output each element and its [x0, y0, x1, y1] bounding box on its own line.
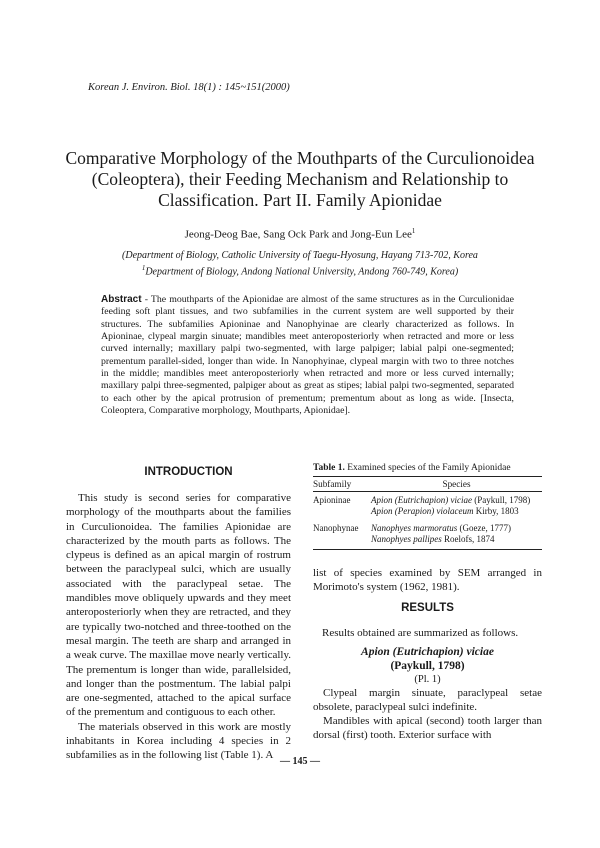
intro-paragraph-2: The materials observed in this work are mostly inhabitants in Korea including 4 species in 2 subfamilies as in the following list (Table 1). A	[66, 720, 291, 762]
species-name: Apion (Perapion) violaceum	[371, 506, 474, 516]
affiliation-2: Department of Biology, Andong National University, Andong 760-749, Korea)	[145, 266, 459, 278]
species-table	[313, 476, 542, 550]
subfamily-cell: Nanophynae	[313, 517, 371, 550]
journal-citation: Korean J. Environ. Biol. 18(1) : 145~151(2000)	[88, 82, 290, 93]
introduction-heading: INTRODUCTION	[144, 466, 233, 478]
species-name: Apion (Eutrichapion) viciae	[371, 495, 472, 505]
species-author: (Paykull, 1798)	[471, 495, 531, 505]
species-author: Roelofs, 1874	[441, 534, 495, 544]
species-author: (Goeze, 1777)	[457, 523, 511, 533]
table-row	[313, 517, 542, 550]
col-header-species: Species	[371, 477, 542, 492]
affiliation-1: (Department of Biology, Catholic University of Taegu-Hyosung, Hayang 713-702, Korea	[122, 250, 478, 261]
abstract	[101, 294, 514, 417]
plate-reference: (Pl. 1)	[414, 674, 441, 685]
abstract-text: - The mouthparts of the Apionidae are almost of the same structures as in the Curculionidae feeding soft plant tissues, and two subfamilies in the current system are well supported by their structures. The subfamilies Apioninae and Nanophyinae are clearly characterized as follows. In Apioninae, clypeal margin sinuate; mandibles meet anteroposteriorly when retracted and more or less curved internally; maxillary palpi two-segmented, with large palpiger; labial palpi one-segmented; prementum parallel-sided, longer than wide. In Nanophyinae, clypeal margin with two to three notches in the middle; mandibles meet anteroposteriorly when retracted and more or less curved internally; maxillary palpi three-segmented, palpiger about as great as stipes; labial palpi two-segmented, separated to each other by the apical protrusion of prementum; prementum about as long as wide. [Insecta, Coleoptera, Comparative morphology, Mouthparts, Apionidae].	[101, 294, 514, 417]
table-caption	[313, 463, 542, 473]
page-number: — 145 —	[280, 756, 320, 767]
table-caption-label: Table 1.	[313, 463, 345, 473]
paper-title: Comparative Morphology of the Mouthparts of the Curculionoidea (Coleoptera), their Feeding Mechanism and Relationship to Classification. Part II. Family Apionidae	[65, 148, 535, 210]
affiliation-2-line	[40, 262, 560, 278]
abstract-label: Abstract	[101, 294, 142, 305]
continuation-paragraph: list of species examined by SEM arranged in Morimoto's system (1962, 1981).	[313, 567, 542, 593]
species-name: Nanophyes pallipes	[371, 534, 442, 544]
species-heading	[313, 645, 542, 687]
affiliation-2-superscript: 1	[141, 264, 146, 272]
species-author: Kirby, 1803	[473, 506, 519, 516]
intro-paragraph-1: This study is second series for comparative morphology of the mouthparts about the families in Curculionoidea. The families Apionidae are characterized by the mouth parts as follows. The clypeus is defined as an apical margin of rostrum between the paraclypeal sulci, which are usually associated with the paraclypeal setae. The mandibles move obliquely upwards and they meet anteroposteriorly when they are retracted, and they are typically two-notched and three-toothed on the mesal margin. The teeth are sharp and arranged in a weak curve. The maxillae move nearly vertically. The prementum is longer than wide, parallelsided, and longer than the postmentum. The labial palpi are one-segmented, attached to the apical surface of the prementum and contiguous to each other.	[66, 492, 291, 719]
col-header-subfamily: Subfamily	[313, 477, 371, 492]
table-1	[313, 463, 542, 550]
author-superscript: 1	[411, 227, 416, 235]
table-caption-text: Examined species of the Family Apionidae	[344, 463, 511, 473]
affiliations	[40, 249, 560, 278]
results-intro: Results obtained are summarized as follows.	[322, 627, 519, 639]
author-list	[40, 227, 560, 241]
species-heading-name: Apion (Eutrichapion) viciae	[361, 646, 494, 658]
species-cell	[371, 492, 542, 518]
table-row	[313, 492, 542, 518]
results-paragraph-2: Mandibles with apical (second) tooth larger than dorsal (first) tooth. Exterior surface with	[313, 715, 542, 741]
author-names: Jeong-Deog Bae, Sang Ock Park and Jong-Eun Lee	[184, 228, 412, 241]
species-cell	[371, 517, 542, 550]
subfamily-cell: Apioninae	[313, 495, 351, 505]
introduction-body	[66, 491, 291, 763]
results-paragraph-1: Clypeal margin sinuate, paraclypeal setae obsolete, paraclypeal sulci indefinite.	[313, 687, 542, 713]
species-list-text	[313, 566, 542, 594]
species-name: Nanophyes marmoratus	[371, 523, 458, 533]
results-body	[313, 686, 542, 742]
results-heading: RESULTS	[401, 602, 454, 614]
species-heading-author: (Paykull, 1798)	[390, 660, 465, 672]
